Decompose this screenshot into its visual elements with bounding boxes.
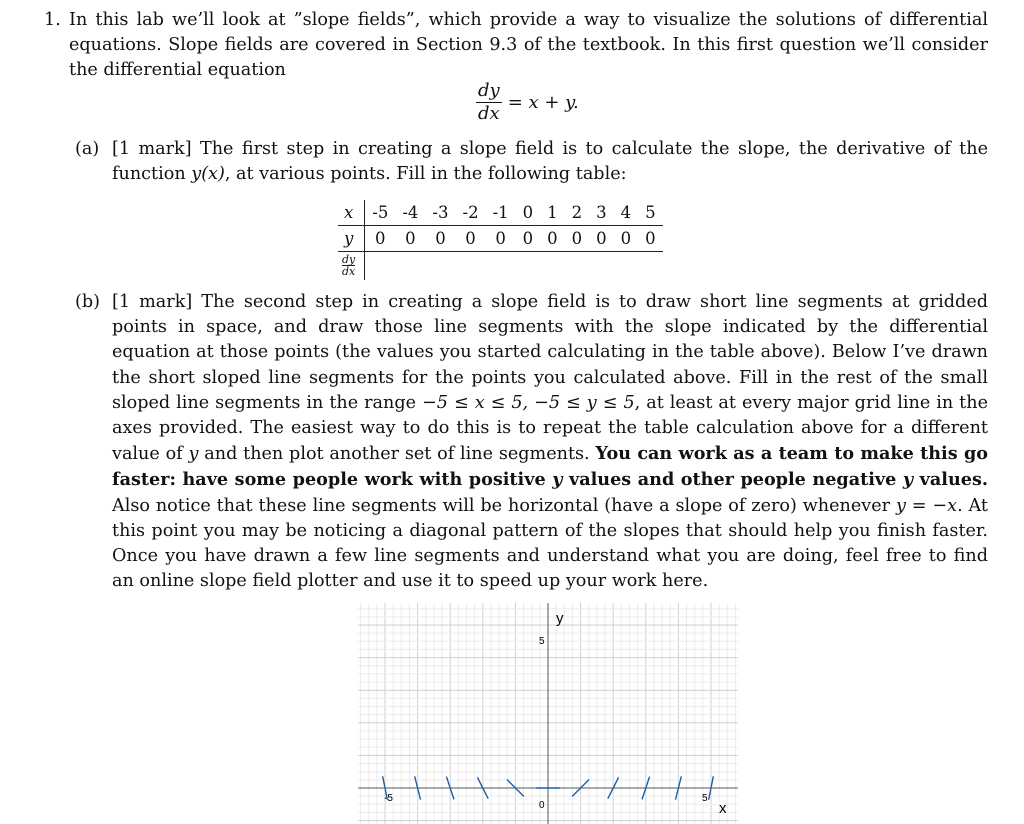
part-a-text-1: [1 mark] The first step in creating a slope field is to calculate the slope, the derivative of the function bbox=[112, 139, 988, 185]
y-value-cell: 0 bbox=[516, 226, 541, 252]
x-value-cell: -1 bbox=[486, 200, 516, 226]
part-b-bold2: y bbox=[552, 469, 563, 491]
part-b-bold5: values. bbox=[913, 469, 988, 491]
derivative-blank-cell[interactable] bbox=[365, 252, 396, 281]
x-value-cell: 2 bbox=[565, 200, 590, 226]
eq-numerator: dy bbox=[478, 80, 500, 101]
part-a-text bbox=[112, 137, 988, 187]
derivative-blank-cell[interactable] bbox=[516, 252, 541, 281]
y-tick-5: 5 bbox=[539, 636, 545, 647]
differential-equation bbox=[476, 80, 579, 125]
x-value-cell: 1 bbox=[540, 200, 565, 226]
part-a-func: y(x) bbox=[191, 164, 225, 185]
part-b-t8: . At this point you may be noticing a diagonal pattern of the slopes that should help you finish faster. Once you have drawn a few line segments and understand what you are doing, feel free to find an online slope field plotter and use it to speed up your work here. bbox=[112, 495, 989, 592]
x-value-cell: -5 bbox=[365, 200, 396, 226]
deriv-denominator: dx bbox=[342, 264, 356, 278]
y-value-cell: 0 bbox=[614, 226, 639, 252]
x-value-cell: 0 bbox=[516, 200, 541, 226]
y-value-cell: 0 bbox=[395, 226, 425, 252]
question-intro: In this lab we’ll look at ”slope fields”, which provide a way to visualize the solutions of differential equations. Slope fields are covered in Section 9.3 of the textbook. In this first question we’ll consider the differential equation bbox=[69, 10, 988, 81]
derivative-blank-cell[interactable] bbox=[589, 252, 614, 281]
x-value-cell: -4 bbox=[395, 200, 425, 226]
x-tick-neg5: -5 bbox=[384, 793, 393, 804]
y-value-cell: 0 bbox=[456, 226, 486, 252]
part-b-label: (b) bbox=[75, 292, 100, 312]
x-tick-5: 5 bbox=[702, 793, 708, 804]
question-1 bbox=[44, 8, 988, 84]
derivative-blank-cell[interactable] bbox=[540, 252, 565, 281]
deriv-numerator: dy bbox=[342, 252, 356, 266]
part-b-t6: Also notice that these line segments will be horizontal (have a slope of zero) whenever bbox=[112, 495, 896, 516]
derivative-blank-cell[interactable] bbox=[614, 252, 639, 281]
part-a-label: (a) bbox=[75, 139, 100, 159]
y-value-cell: 0 bbox=[589, 226, 614, 252]
part-b bbox=[75, 290, 988, 594]
part-b-bold1: You can work as a team to make this go faster: have some people work with positive bbox=[112, 443, 989, 491]
derivative-blank-cell[interactable] bbox=[486, 252, 516, 281]
x-value-cell: 3 bbox=[589, 200, 614, 226]
y-value-cell: 0 bbox=[365, 226, 396, 252]
table-row-x bbox=[338, 200, 663, 226]
values-table bbox=[338, 200, 663, 280]
eq-rhs: = x + y. bbox=[507, 92, 579, 113]
derivative-blank-cell[interactable] bbox=[638, 252, 663, 281]
eq-denominator: dx bbox=[478, 103, 500, 124]
part-a bbox=[75, 137, 988, 187]
derivative-blank-cell[interactable] bbox=[395, 252, 425, 281]
y-value-cell: 0 bbox=[486, 226, 516, 252]
part-b-bold4: y bbox=[902, 469, 914, 491]
plot-axes bbox=[358, 603, 738, 824]
derivative-blank-cell[interactable] bbox=[425, 252, 455, 281]
dy-dx-fraction bbox=[476, 80, 502, 125]
part-b-t3: , at least at every major grid line in the axes provided. The easiest way to do this is to repeat the table calculation above for a different value of bbox=[112, 392, 988, 465]
x-value-cell: -3 bbox=[425, 200, 455, 226]
y-axis-label: y bbox=[556, 610, 564, 627]
derivative-blank-cell[interactable] bbox=[456, 252, 486, 281]
table-row-derivative bbox=[338, 252, 663, 281]
origin-tick: 0 bbox=[539, 800, 545, 811]
part-b-text bbox=[112, 290, 988, 594]
derivative-blank-cell[interactable] bbox=[565, 252, 590, 281]
y-value-cell: 0 bbox=[565, 226, 590, 252]
y-value-cell: 0 bbox=[540, 226, 565, 252]
table-row-y bbox=[338, 226, 663, 252]
x-axis-label: x bbox=[719, 800, 727, 817]
x-header: x bbox=[338, 200, 365, 226]
part-b-bold3: values and other people negative bbox=[562, 469, 903, 491]
x-value-cell: 5 bbox=[638, 200, 663, 226]
y-header: y bbox=[338, 226, 365, 252]
x-value-cell: 4 bbox=[614, 200, 639, 226]
question-number: 1. bbox=[44, 10, 61, 30]
part-b-t1: [1 mark] The second step in creating a slope field is to draw short line segments at gridded points in space, and draw those line segments with the slope indicated by the differential equation at those points (the values you started calculating in the table above). Below I’ve drawn the short sloped line segments for the points you calculated above. Fill in the rest of the small sloped line segments in the range bbox=[112, 292, 988, 413]
part-b-t7: y = −x bbox=[895, 495, 958, 516]
y-value-cell: 0 bbox=[425, 226, 455, 252]
part-b-t4: y bbox=[188, 444, 199, 465]
part-a-text-2: , at various points. Fill in the following table: bbox=[224, 164, 627, 185]
derivative-header bbox=[338, 252, 365, 281]
y-value-cell: 0 bbox=[638, 226, 663, 252]
x-value-cell: -2 bbox=[456, 200, 486, 226]
slope-field-plot bbox=[358, 603, 738, 824]
part-b-t5: and then plot another set of line segments. bbox=[198, 444, 596, 465]
part-b-range: −5 ≤ x ≤ 5, −5 ≤ y ≤ 5 bbox=[422, 392, 635, 413]
